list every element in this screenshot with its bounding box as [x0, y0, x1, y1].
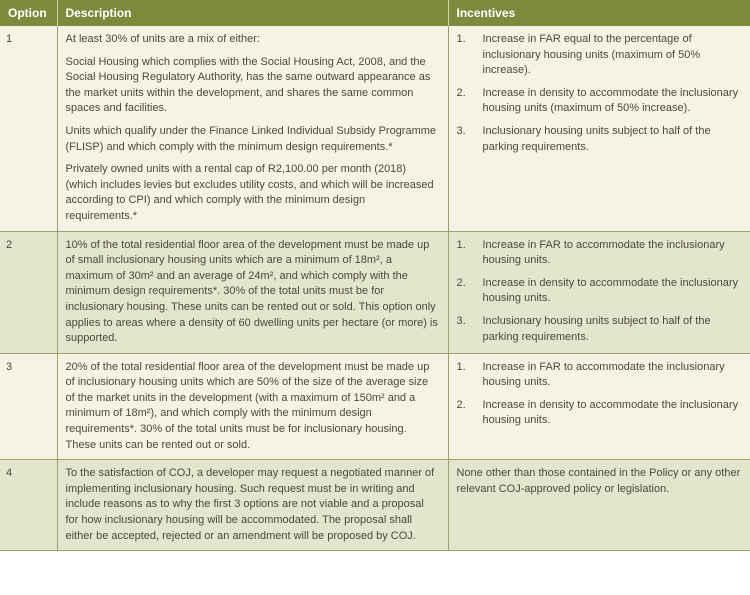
item-number: 3. — [456, 124, 466, 137]
list-item — [457, 124, 743, 155]
item-number: 2. — [456, 86, 466, 99]
header-incentives: Incentives — [448, 0, 750, 26]
incentives-list — [457, 238, 743, 346]
item-number: 2. — [456, 276, 466, 289]
option-cell: 2 — [0, 231, 57, 353]
description-paragraph: At least 30% of units are a mix of either: — [65, 33, 260, 45]
incentives-cell — [448, 460, 750, 551]
item-number: 1. — [456, 360, 466, 373]
item-text: Increase in FAR to accommodate the inclusionary housing units. — [482, 360, 725, 389]
option-cell: 1 — [0, 26, 57, 231]
description-cell — [57, 26, 448, 231]
incentives-list — [457, 360, 743, 429]
list-item — [457, 276, 743, 307]
description-cell — [57, 460, 448, 551]
option-cell: 3 — [0, 353, 57, 460]
item-number: 1. — [456, 33, 466, 45]
item-text: Increase in FAR equal to the percentage of inclusionary housing units (maximum of 50% increase). — [482, 33, 701, 77]
list-item — [457, 238, 743, 269]
incentives-list — [457, 32, 743, 155]
description-cell — [57, 353, 448, 460]
description-paragraph: Privately owned units with a rental cap of R2,100.00 per month (2018) (which includes levies but excludes utility costs, and which will be increased according to CPI) and which comply with the minimum design requirements.* — [65, 163, 434, 222]
item-text: Increase in density to accommodate the inclusionary housing units (maximum of 50% increase). — [482, 86, 739, 115]
incentives-cell — [448, 353, 750, 460]
header-row — [0, 0, 750, 26]
item-text: Inclusionary housing units subject to half of the parking requirements. — [482, 124, 711, 153]
list-item — [457, 86, 743, 117]
table-row — [0, 231, 750, 353]
table-row — [0, 26, 750, 231]
incentives-text: None other than those contained in the Policy or any other relevant COJ-approved policy or legislation. — [456, 467, 741, 495]
list-item — [457, 398, 743, 429]
header-description: Description — [57, 0, 448, 26]
incentives-cell — [448, 231, 750, 353]
table-row — [0, 460, 750, 551]
item-text: Inclusionary housing units subject to half of the parking requirements. — [482, 314, 711, 343]
item-number: 2. — [456, 398, 466, 411]
description-paragraph: To the satisfaction of COJ, a developer may request a negotiated manner of implementing inclusionary housing. Such request must be in writing and include reasons as to why the first 3 options are not viable and a proposal for how inclusionary housing will be accommodated. The proposal shall either be accepted, rejected or an amendment will be proposed by COJ. — [65, 467, 435, 542]
incentives-cell — [448, 26, 750, 231]
description-paragraph: 10% of the total residential floor area of the development must be made up of small inclusionary housing units which are a minimum of 18m², a maximum of 30m² and an average of 24m², and which comply with the minimum design requirements*. 30% of the total units must be for inclusionary housing. These units can be rented out or sold. This option only applies to areas where a density of 60 dwelling units per hectare (or more) is supported. — [65, 238, 438, 345]
description-paragraph: Social Housing which complies with the Social Housing Act, 2008, and the Social Housing Regulatory Authority, has the same outward appearance as the market units within the development, and shares the same common spaces and facilities. — [65, 55, 431, 115]
option-cell: 4 — [0, 460, 57, 551]
list-item — [457, 32, 743, 79]
description-paragraph: Units which qualify under the Finance Linked Individual Subsidy Programme (FLISP) and which comply with the minimum design requirements.* — [65, 124, 437, 153]
header-option: Option — [0, 0, 57, 26]
table-row — [0, 353, 750, 460]
item-number: 1. — [456, 238, 466, 251]
item-number: 3. — [456, 314, 466, 327]
item-text: Increase in density to accommodate the inclusionary housing units. — [482, 398, 739, 427]
list-item — [457, 360, 743, 391]
item-text: Increase in density to accommodate the inclusionary housing units. — [482, 276, 739, 305]
description-cell — [57, 231, 448, 353]
description-paragraph: 20% of the total residential floor area of the development must be made up of inclusionary housing units which are 50% of the size of the average size of the market units in the development (with a maximum of 150m² and a minimum of 18m²), and which comply with the minimum design requirements*. 30% of the total units must be for inclusionary housing. These units can be rented out or sold. — [65, 360, 430, 451]
list-item — [457, 314, 743, 345]
item-text: Increase in FAR to accommodate the inclusionary housing units. — [482, 238, 725, 267]
